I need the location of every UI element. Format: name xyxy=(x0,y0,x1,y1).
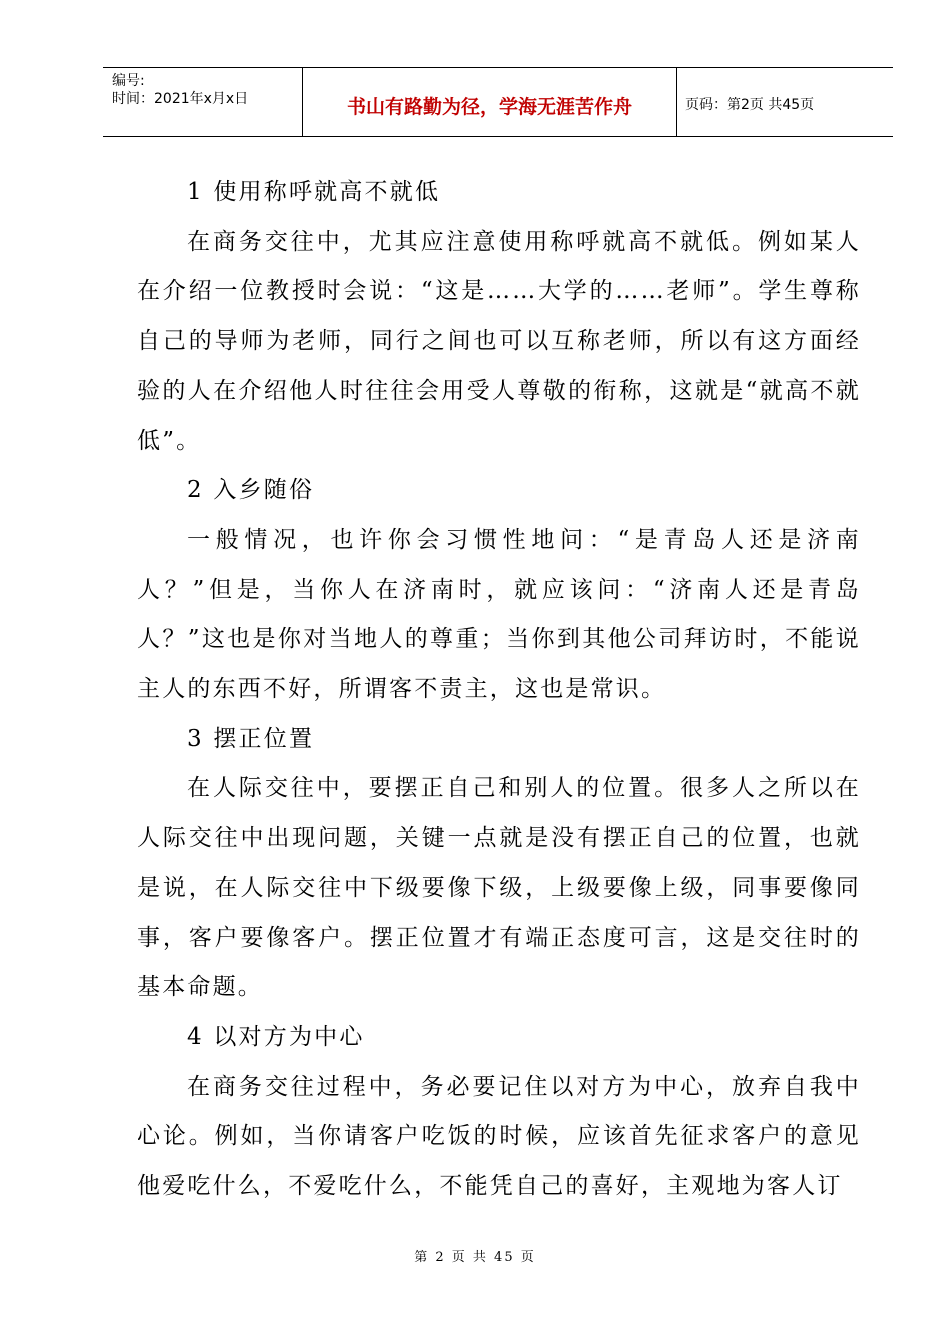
body-paragraph: 在人际交往中，要摆正自己和别人的位置。很多人之所以在人际交往中出现问题，关键一点就是没有摆正自己的位置，也就是说，在人际交往中下级要像下级，上级要像上级，同事要像同事，客户要像客户。摆正位置才有端正态度可言，这是交往时的基本命题。 xyxy=(137,775,861,1001)
header-page-cell xyxy=(677,68,893,136)
document-number-label: 编号: xyxy=(112,73,145,89)
document-body xyxy=(137,168,861,1212)
page-footer xyxy=(0,1246,950,1265)
section-heading: 1 使用称呼就高不就低 xyxy=(187,179,441,205)
body-paragraph: 在商务交往中，尤其应注意使用称呼就高不就低。例如某人在介绍一位教授时会说：“这是……大学的……老师”。学生尊称自己的导师为老师，同行之间也可以互称老师，所以有这方面经验的人在介绍他人时往往会用受人尊敬的衔称，这就是“就高不就低”。 xyxy=(137,228,861,454)
body-paragraph: 在商务交往过程中，务必要记住以对方为中心，放弃自我中心论。例如，当你请客户吃饭的时候，应该首先征求客户的意见他爱吃什么，不爱吃什么，不能凭自己的喜好，主观地为客人订 xyxy=(137,1073,861,1200)
body-paragraph: 一般情况，也许你会习惯性地问：“是青岛人还是济南人？”但是，当你人在济南时，就应该问：“济南人还是青岛人？”这也是你对当地人的尊重；当你到其他公司拜访时，不能说主人的东西不好，所谓客不责主，这也是常识。 xyxy=(137,526,861,703)
header-motto: 书山有路勤为径，学海无涯苦作舟 xyxy=(346,95,632,118)
section-heading: 4 以对方为中心 xyxy=(187,1023,365,1050)
page-header xyxy=(103,67,893,137)
header-meta-cell xyxy=(103,68,303,136)
section-heading: 2 入乡随俗 xyxy=(187,477,315,504)
section-heading: 3 摆正位置 xyxy=(187,725,315,752)
header-motto-cell xyxy=(303,68,677,136)
footer-page-number: 第 2 页 共 45 页 xyxy=(414,1250,536,1265)
document-time-label: 时间：2021年x月x日 xyxy=(112,91,249,107)
header-page-info: 页码：第2页 共45页 xyxy=(685,97,815,113)
